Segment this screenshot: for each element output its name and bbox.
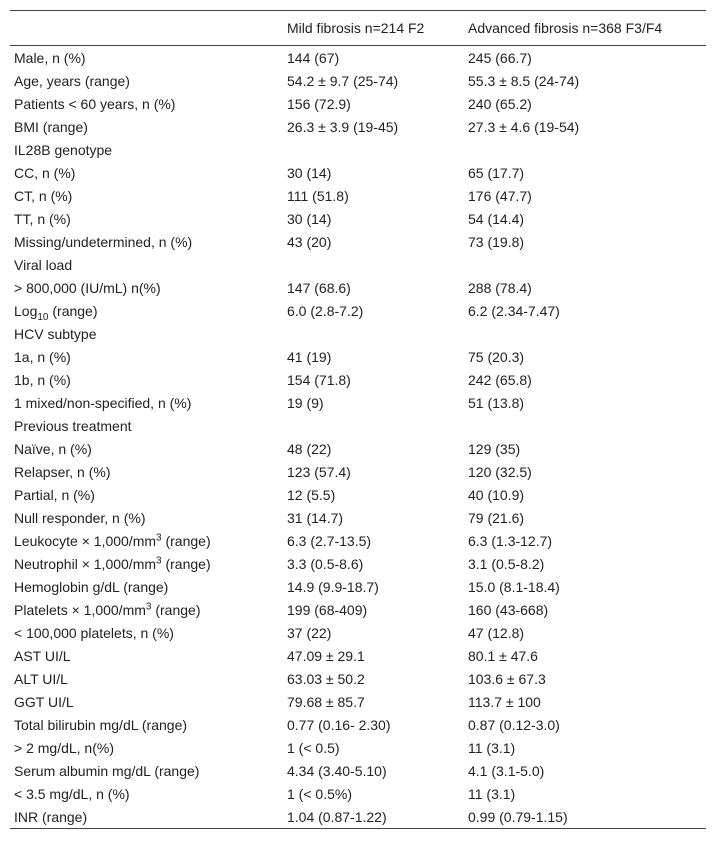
cell-mild-fibrosis	[283, 253, 464, 276]
row-label	[10, 345, 283, 368]
cell-advanced-fibrosis	[464, 138, 706, 161]
row-label-superscript: 3	[156, 531, 162, 543]
cell-advanced-fibrosis: 75 (20.3)	[468, 348, 525, 365]
cell-advanced-fibrosis: 160 (43-668)	[468, 601, 549, 618]
row-label-text: Hemoglobin g/dL (range)	[14, 578, 169, 595]
row-label-text: Missing/undetermined, n (%)	[14, 233, 193, 250]
cell-advanced-fibrosis: 80.1 ± 47.6	[468, 647, 538, 664]
row-label	[10, 460, 283, 483]
table-row	[10, 230, 706, 253]
cell-mild-fibrosis: 6.3 (2.7-13.5)	[287, 532, 372, 549]
cell-advanced-fibrosis: 113.7 ± 100	[468, 693, 541, 710]
table-row	[10, 161, 706, 184]
cell-mild-fibrosis: 156 (72.9)	[287, 95, 351, 112]
row-label-text: 1b, n (%)	[14, 371, 71, 388]
row-label	[10, 598, 283, 621]
cell-mild-fibrosis: 30 (14)	[287, 210, 332, 227]
row-label	[10, 230, 283, 253]
row-label-text: > 800,000 (IU/mL) n(%)	[14, 279, 161, 296]
cell-mild-fibrosis: 41 (19)	[287, 348, 332, 365]
cell-mild-fibrosis: 1.04 (0.87-1.22)	[283, 805, 464, 829]
cell-mild-fibrosis: 79.68 ± 85.7	[287, 693, 365, 710]
cell-mild-fibrosis: 54.2 ± 9.7 (25-74)	[287, 72, 399, 89]
row-label-text: Previous treatment	[14, 417, 132, 434]
row-label	[10, 92, 283, 115]
cell-advanced-fibrosis: 47 (12.8)	[468, 624, 525, 641]
row-label	[10, 506, 283, 529]
row-label-suffix: (range)	[151, 601, 201, 618]
row-label	[10, 644, 283, 667]
row-label-text: INR (range)	[14, 808, 88, 825]
cell-advanced-fibrosis: 40 (10.9)	[468, 486, 525, 503]
row-label-text: CC, n (%)	[14, 164, 76, 181]
row-label	[10, 299, 283, 322]
row-label-text: TT, n (%)	[14, 210, 71, 227]
table-row	[10, 46, 706, 70]
row-label-text: GGT UI/L	[14, 693, 74, 710]
cell-mild-fibrosis: 30 (14)	[287, 164, 332, 181]
row-label-text: Platelets × 1,000/mm	[14, 601, 146, 618]
cell-mild-fibrosis: 1 (< 0.5%)	[287, 785, 352, 802]
table-row	[10, 460, 706, 483]
table-row	[10, 483, 706, 506]
table-row	[10, 782, 706, 805]
cell-advanced-fibrosis	[464, 253, 706, 276]
row-label-text: Relapser, n (%)	[14, 463, 111, 480]
table-row	[10, 184, 706, 207]
row-label	[10, 46, 283, 70]
cell-advanced-fibrosis: 129 (35)	[468, 440, 521, 457]
table-row	[10, 598, 706, 621]
row-label-text: Naïve, n (%)	[14, 440, 92, 457]
row-label	[10, 575, 283, 598]
row-label-text: Male, n (%)	[14, 49, 86, 66]
row-label	[10, 414, 283, 437]
row-label	[10, 736, 283, 759]
cell-mild-fibrosis: 147 (68.6)	[287, 279, 351, 296]
row-label	[10, 184, 283, 207]
cell-advanced-fibrosis: 245 (66.7)	[468, 49, 532, 66]
cell-mild-fibrosis: 48 (22)	[287, 440, 332, 457]
cell-mild-fibrosis: 12 (5.5)	[287, 486, 336, 503]
table-row	[10, 92, 706, 115]
row-label	[10, 759, 283, 782]
row-label-text: Neutrophil × 1,000/mm	[14, 555, 157, 572]
row-label	[10, 207, 283, 230]
cell-advanced-fibrosis: 11 (3.1)	[468, 785, 516, 802]
row-label-subscript: 10	[37, 311, 49, 323]
cell-mild-fibrosis: 31 (14.7)	[287, 509, 344, 526]
row-label-suffix: (range)	[48, 302, 98, 319]
table-header	[10, 11, 706, 46]
row-label	[10, 667, 283, 690]
row-label	[10, 483, 283, 506]
row-label-text: > 2 mg/dL, n(%)	[14, 739, 114, 756]
table-body	[10, 46, 706, 829]
table-row	[10, 207, 706, 230]
cell-advanced-fibrosis: 120 (32.5)	[468, 463, 532, 480]
table-row	[10, 529, 706, 552]
cell-advanced-fibrosis: 3.1 (0.5-8.2)	[468, 555, 545, 572]
row-label-text: Log	[14, 302, 38, 319]
row-label	[10, 690, 283, 713]
cell-advanced-fibrosis: 103.6 ± 67.3	[468, 670, 546, 687]
cell-mild-fibrosis: 1 (< 0.5)	[287, 739, 340, 756]
row-label-text: Patients < 60 years, n (%)	[14, 95, 176, 112]
table-row	[10, 391, 706, 414]
row-label-text: Leukocyte × 1,000/mm	[14, 532, 157, 549]
cell-advanced-fibrosis: 176 (47.7)	[468, 187, 532, 204]
table-row	[10, 667, 706, 690]
row-label	[10, 253, 283, 276]
table-row	[10, 713, 706, 736]
table-row	[10, 322, 706, 345]
cell-mild-fibrosis	[283, 138, 464, 161]
cell-advanced-fibrosis: 65 (17.7)	[468, 164, 525, 181]
cell-mild-fibrosis: 26.3 ± 3.9 (19-45)	[287, 118, 399, 135]
table-row	[10, 552, 706, 575]
cell-mild-fibrosis: 111 (51.8)	[287, 187, 349, 204]
table-row	[10, 759, 706, 782]
row-label-text: < 3.5 mg/dL, n (%)	[14, 785, 130, 802]
cell-advanced-fibrosis: 79 (21.6)	[468, 509, 525, 526]
table-row	[10, 115, 706, 138]
cell-advanced-fibrosis: 240 (65.2)	[468, 95, 532, 112]
table-row	[10, 506, 706, 529]
table-row	[10, 299, 706, 322]
cell-advanced-fibrosis: 0.87 (0.12-3.0)	[468, 716, 560, 733]
cell-advanced-fibrosis: 6.3 (1.3-12.7)	[468, 532, 553, 549]
cell-advanced-fibrosis: 55.3 ± 8.5 (24-74)	[468, 72, 580, 89]
row-label	[10, 529, 283, 552]
cell-advanced-fibrosis: 15.0 (8.1-18.4)	[468, 578, 560, 595]
row-label-text: < 100,000 platelets, n (%)	[14, 624, 174, 641]
cell-mild-fibrosis: 63.03 ± 50.2	[287, 670, 365, 687]
header-row	[10, 11, 706, 46]
row-label-text: IL28B genotype	[14, 141, 113, 158]
row-label-superscript: 3	[145, 600, 152, 612]
row-label	[10, 805, 283, 829]
row-label-text: 1 mixed/non-specified, n (%)	[14, 394, 192, 411]
cell-mild-fibrosis: 3.3 (0.5-8.6)	[287, 555, 364, 572]
table-row	[10, 368, 706, 391]
table-row	[10, 805, 706, 829]
row-label	[10, 713, 283, 736]
row-label-text: Serum albumin mg/dL (range)	[14, 762, 200, 779]
baseline-characteristics-table	[10, 10, 706, 829]
cell-mild-fibrosis: 14.9 (9.9-18.7)	[287, 578, 379, 595]
cell-advanced-fibrosis: 6.2 (2.34-7.47)	[468, 302, 560, 319]
table-row	[10, 276, 706, 299]
table-row	[10, 69, 706, 92]
row-label-text: Age, years (range)	[14, 72, 130, 89]
data-table-container	[10, 10, 706, 829]
row-label-text: AST UI/L	[14, 647, 71, 664]
cell-advanced-fibrosis: 54 (14.4)	[468, 210, 525, 227]
table-row	[10, 437, 706, 460]
row-label	[10, 552, 283, 575]
cell-mild-fibrosis: 19 (9)	[287, 394, 324, 411]
table-row	[10, 253, 706, 276]
row-label	[10, 391, 283, 414]
row-label-text: BMI (range)	[14, 118, 88, 135]
row-label	[10, 138, 283, 161]
row-label	[10, 69, 283, 92]
cell-mild-fibrosis: 199 (68-409)	[287, 601, 368, 618]
row-label	[10, 161, 283, 184]
table-row	[10, 644, 706, 667]
cell-mild-fibrosis: 37 (22)	[287, 624, 332, 641]
cell-mild-fibrosis: 154 (71.8)	[287, 371, 351, 388]
row-label-text: Total bilirubin mg/dL (range)	[14, 716, 188, 733]
cell-advanced-fibrosis: 73 (19.8)	[468, 233, 525, 250]
row-label-text: 1a, n (%)	[14, 348, 71, 365]
cell-advanced-fibrosis: 4.1 (3.1-5.0)	[468, 762, 545, 779]
cell-mild-fibrosis: 6.0 (2.8-7.2)	[287, 302, 364, 319]
cell-mild-fibrosis: 43 (20)	[287, 233, 332, 250]
row-label	[10, 115, 283, 138]
row-label-suffix: (range)	[161, 555, 211, 572]
table-row	[10, 621, 706, 644]
header-label-column	[10, 11, 283, 46]
table-row	[10, 345, 706, 368]
cell-advanced-fibrosis: 242 (65.8)	[468, 371, 532, 388]
table-row	[10, 736, 706, 759]
row-label-text: Null responder, n (%)	[14, 509, 146, 526]
cell-mild-fibrosis: 123 (57.4)	[287, 463, 351, 480]
header-mild-fibrosis: Mild fibrosis n=214 F2	[283, 11, 464, 46]
row-label-text: Viral load	[14, 256, 73, 273]
cell-advanced-fibrosis: 0.99 (0.79-1.15)	[464, 805, 706, 829]
row-label	[10, 782, 283, 805]
cell-mild-fibrosis: 47.09 ± 29.1	[287, 647, 365, 664]
table-row	[10, 690, 706, 713]
cell-advanced-fibrosis: 11 (3.1)	[468, 739, 516, 756]
row-label	[10, 322, 283, 345]
cell-advanced-fibrosis	[464, 414, 706, 437]
row-label-suffix: (range)	[161, 532, 211, 549]
row-label-text: HCV subtype	[14, 325, 97, 342]
cell-mild-fibrosis	[283, 414, 464, 437]
row-label-text: Partial, n (%)	[14, 486, 95, 503]
cell-mild-fibrosis	[283, 322, 464, 345]
cell-advanced-fibrosis: 288 (78.4)	[468, 279, 532, 296]
row-label	[10, 368, 283, 391]
cell-advanced-fibrosis: 51 (13.8)	[468, 394, 525, 411]
row-label-text: CT, n (%)	[14, 187, 73, 204]
cell-mild-fibrosis: 4.34 (3.40-5.10)	[287, 762, 387, 779]
row-label-superscript: 3	[156, 554, 162, 566]
row-label	[10, 276, 283, 299]
table-row	[10, 575, 706, 598]
header-advanced-fibrosis: Advanced fibrosis n=368 F3/F4	[464, 11, 706, 46]
cell-advanced-fibrosis: 27.3 ± 4.6 (19-54)	[468, 118, 580, 135]
table-row	[10, 414, 706, 437]
row-label	[10, 437, 283, 460]
cell-advanced-fibrosis	[464, 322, 706, 345]
table-row	[10, 138, 706, 161]
row-label	[10, 621, 283, 644]
cell-mild-fibrosis: 0.77 (0.16- 2.30)	[287, 716, 391, 733]
cell-mild-fibrosis: 144 (67)	[287, 49, 340, 66]
row-label-text: ALT UI/L	[14, 670, 68, 687]
